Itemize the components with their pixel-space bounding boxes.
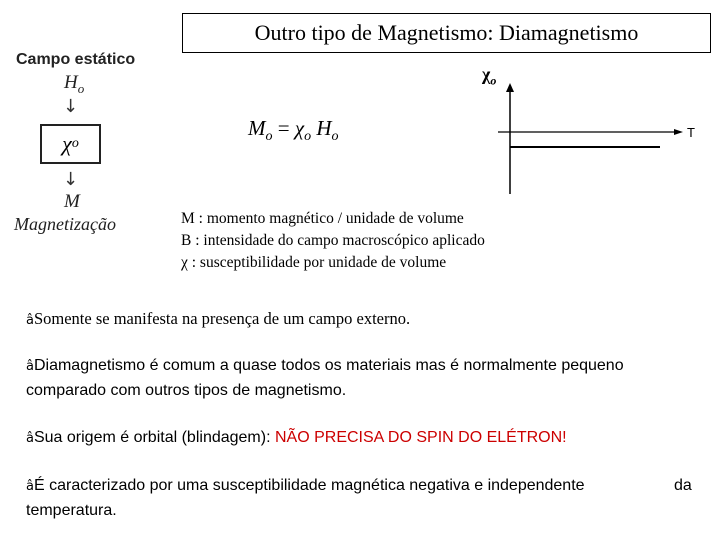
susceptibility-formula: $M_o = \chi_o$ $H_o$ <box>248 116 339 145</box>
bullet-mark: â <box>26 359 34 374</box>
bullet-mark: â <box>26 431 34 446</box>
no-spin-highlight: NÃO PRECISA DO SPIN DO ELÉTRON! <box>274 429 567 446</box>
down-arrow-icon: ↓ <box>63 96 79 117</box>
static-field-label: Campo estático <box>16 51 136 68</box>
definition-line: M : momento magnético / unidade de volume <box>181 210 464 227</box>
graph-x-label: T <box>687 125 695 140</box>
graph-y-arrow <box>506 83 514 92</box>
slide-title-text: Outro tipo de Magnetismo: Diamagnetismo <box>254 20 639 45</box>
susceptibility-box: χ o <box>40 124 101 164</box>
graph-y-label: $\chi_o$ <box>482 64 497 88</box>
bullet-mark: â <box>26 313 34 328</box>
bullet-orbital-origin: âSua origem é orbital (blindagem): NÃO PRECISA DO SPIN DO ELÉTRON! <box>26 429 567 446</box>
down-arrow-icon: ↓ <box>63 169 79 190</box>
slide-title <box>182 13 711 53</box>
magnetization-label: Magnetização <box>14 214 116 234</box>
susceptibility-temperature-graph <box>490 80 690 200</box>
bullet-common-materials: âDiamagnetismo é comum a quase todos os materiais mas é normalmente pequeno comparado com outros tipos de magnetismo. <box>26 357 624 399</box>
graph-x-arrow <box>674 129 683 135</box>
definition-line: B : intensidade do campo macroscópico aplicado <box>181 232 485 249</box>
output-symbol: M <box>64 191 80 212</box>
bullet-external-field: âSomente se manifesta na presença de um campo externo. <box>26 309 411 328</box>
box-chi-symbol: χ <box>62 131 72 156</box>
definition-line: χ : susceptibilidade por unidade de volume <box>181 254 447 271</box>
bullet-mark: â <box>26 479 34 494</box>
input-field-symbol: $H_o$ <box>64 72 85 96</box>
bullet-negative-susceptibility: âÉ caracterizado por uma susceptibilidade magnética negativa e independente da temperatura. <box>26 477 692 519</box>
variable-definitions <box>181 208 485 274</box>
